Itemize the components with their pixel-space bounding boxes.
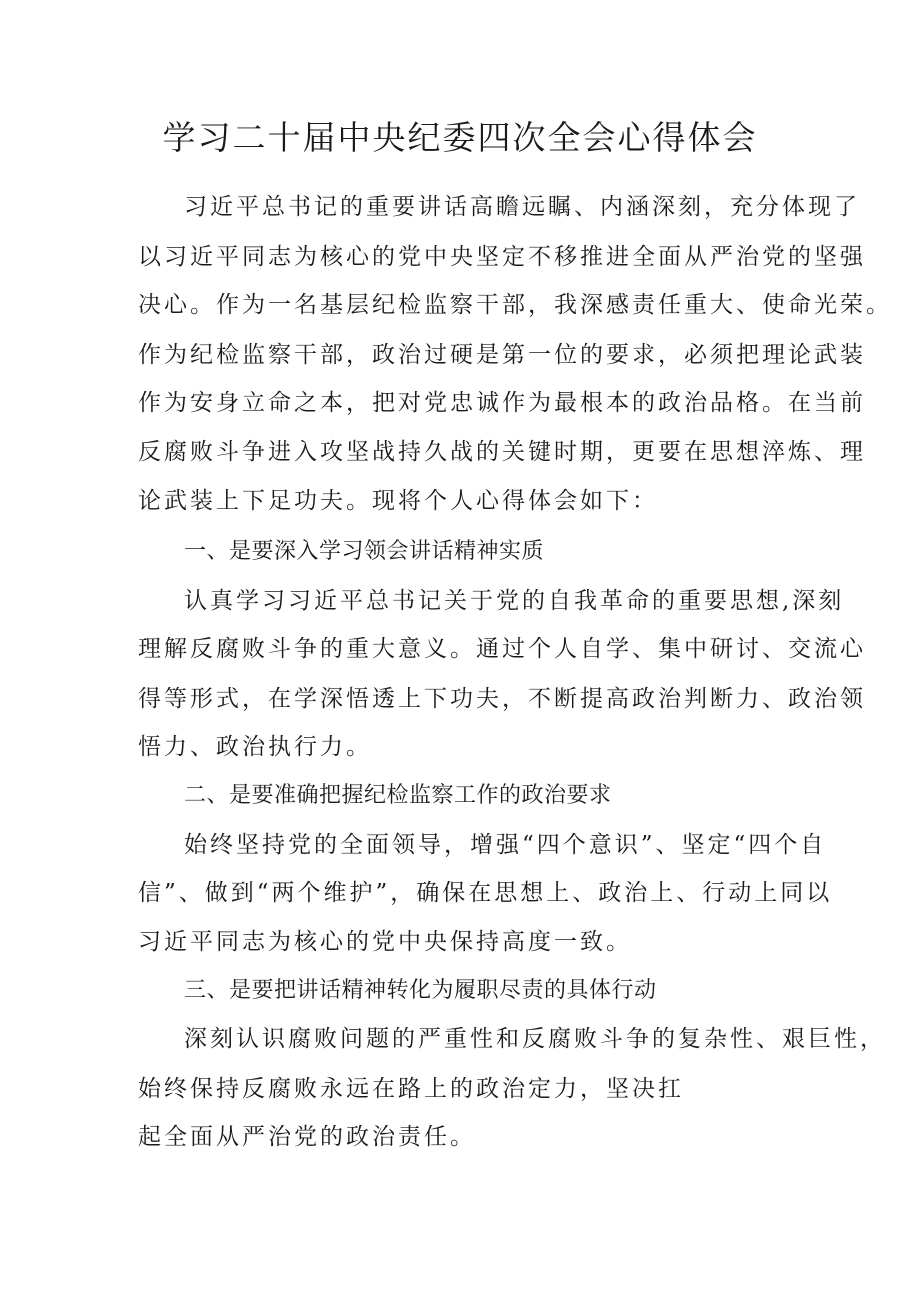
intro-line-1: 习近平总书记的重要讲话高瞻远瞩、内涵深刻，充分体现了 (184, 194, 860, 220)
section-1-line-2: 理解反腐败斗争的重大意义。通过个人自学、集中研讨、交流心 (138, 636, 866, 662)
section-3-line-1: 深刻认识腐败问题的严重性和反腐败斗争的复杂性、艰巨性， (184, 1026, 886, 1052)
section-1-line-3: 得等形式，在学深悟透上下功夫，不断提高政治判断力、政治领 (138, 686, 866, 712)
intro-line-7: 论武装上下足功夫。现将个人心得体会如下： (138, 488, 658, 514)
section-3-line-2: 始终保持反腐败永远在路上的政治定力，坚决扛 (138, 1076, 684, 1102)
section-1-line-4: 悟力、政治执行力。 (138, 734, 372, 760)
section-3-line-3: 起全面从严治党的政治责任。 (138, 1124, 476, 1150)
section-2-line-2: 信”、做到“两个维护”，确保在思想上、政治上、行动上同以 (138, 880, 833, 906)
section-2-heading: 二、是要准确把握纪检监察工作的政治要求 (184, 783, 612, 808)
intro-line-6: 反腐败斗争进入攻坚战持久战的关键时期，更要在思想淬炼、理 (138, 439, 866, 465)
intro-line-3: 决心。作为一名基层纪检监察干部，我深感责任重大、使命光荣。 (138, 292, 892, 318)
section-2-line-3: 习近平同志为核心的党中央保持高度一致。 (138, 929, 632, 955)
section-1-heading: 一、是要深入学习领会讲话精神实质 (184, 539, 545, 564)
intro-line-4: 作为纪检监察干部，政治过硬是第一位的要求，必须把理论武装 (138, 342, 866, 368)
intro-line-5: 作为安身立命之本，把对党忠诚作为最根本的政治品格。在当前 (138, 390, 866, 416)
section-3-heading: 三、是要把讲话精神转化为履职尽责的具体行动 (184, 978, 657, 1003)
intro-line-2: 以习近平同志为核心的党中央坚定不移推进全面从严治党的坚强 (138, 244, 866, 270)
section-1-line-1: 认真学习习近平总书记关于党的自我革命的重要思想,深刻 (184, 588, 845, 614)
section-2-line-1: 始终坚持党的全面领导，增强“四个意识”、坚定“四个自 (184, 832, 827, 858)
document-title: 学习二十届中央纪委四次全会心得体会 (162, 118, 758, 157)
